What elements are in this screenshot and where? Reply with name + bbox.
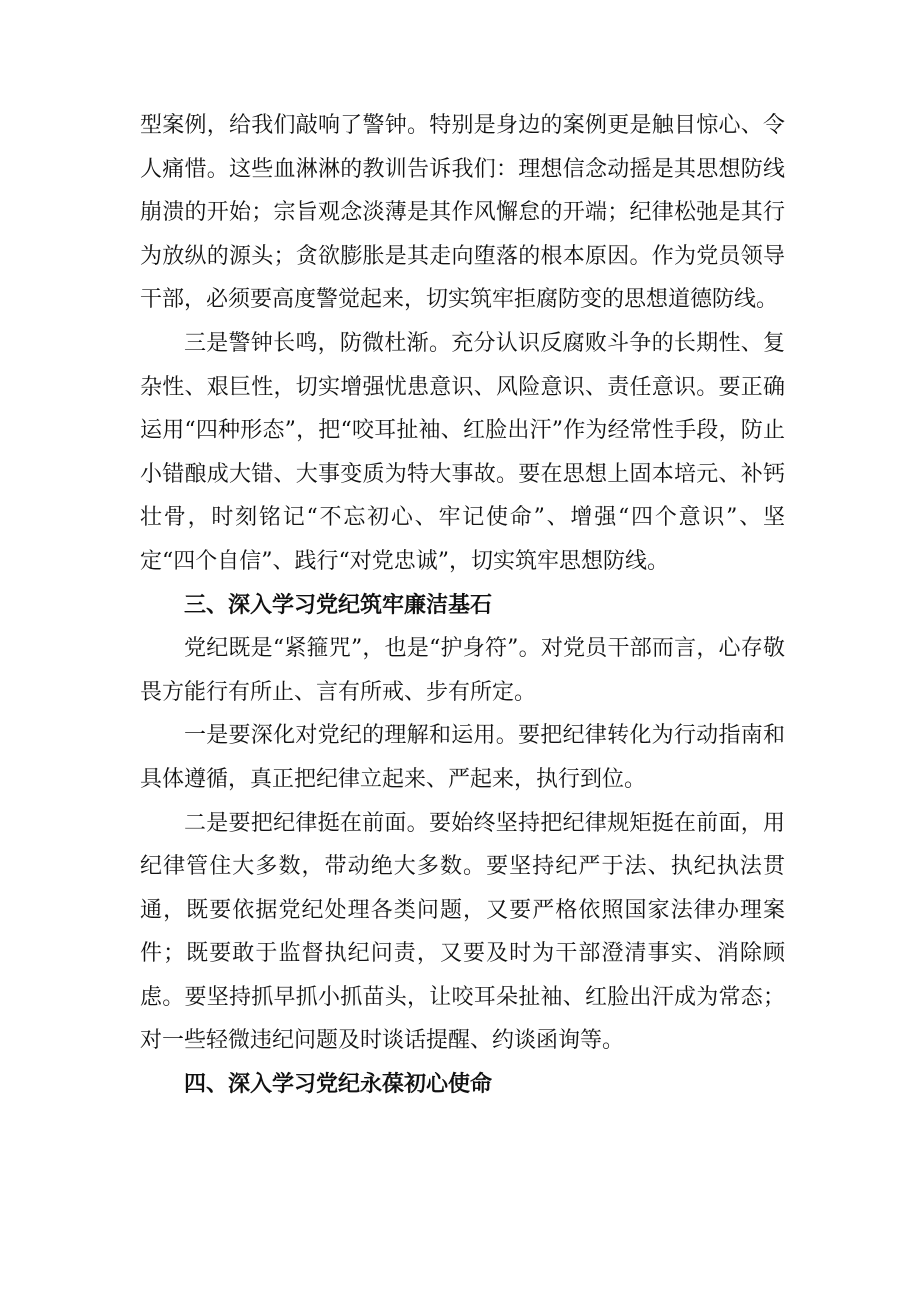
- paragraph-discipline-first: 二是要把纪律挺在前面。要始终坚持把纪律规矩挺在前面，用纪律管住大多数，带动绝大多数。要坚持纪严于法、执纪执法贯通，既要依据党纪处理各类问题，又要严格依照国家法律办理案件；既要敢于监督执纪问责，又要及时为干部澄清事实、消除顾虑。要坚持抓早抓小抓苗头，让咬耳朵扯袖、红脸出汗成为常态；对一些轻微违纪问题及时谈话提醒、约谈函询等。: [140, 810, 785, 1054]
- paragraph-deepen-understanding: 一是要深化对党纪的理解和运用。要把纪律转化为行动指南和具体遵循，真正把纪律立起来、严起来，执行到位。: [140, 723, 785, 792]
- section-heading-four: 四、深入学习党纪永葆初心使命: [184, 1072, 493, 1098]
- paragraph-party-discipline-intro: 党纪既是“紧箍咒”，也是“护身符”。对党员干部而言，心存敬畏方能行有所止、言有所戒、步有所定。: [140, 636, 785, 705]
- section-heading-three: 三、深入学习党纪筑牢廉洁基石: [184, 592, 493, 618]
- paragraph-alarm-bell: 三是警钟长鸣，防微杜渐。充分认识反腐败斗争的长期性、复杂性、艰巨性，切实增强忧患意识、风险意识、责任意识。要正确运用“四种形态”，把“咬耳扯袖、红脸出汗”作为经常性手段，防止小错酿成大错、大事变质为特大事故。要在思想上固本培元、补钙壮骨，时刻铭记“不忘初心、牢记使命”、增强“四个意识”、坚定“四个自信”、践行“对党忠诚”，切实筑牢思想防线。: [140, 330, 785, 574]
- paragraph-case-warning: 型案例，给我们敲响了警钟。特别是身边的案例更是触目惊心、令人痛惜。这些血淋淋的教训告诉我们：理想信念动摇是其思想防线崩溃的开始；宗旨观念淡薄是其作风懈怠的开端；纪律松弛是其行为放纵的源头；贪欲膨胀是其走向堕落的根本原因。作为党员领导干部，必须要高度警觉起来，切实筑牢拒腐防变的思想道德防线。: [140, 113, 785, 313]
- document-body: [140, 104, 785, 1107]
